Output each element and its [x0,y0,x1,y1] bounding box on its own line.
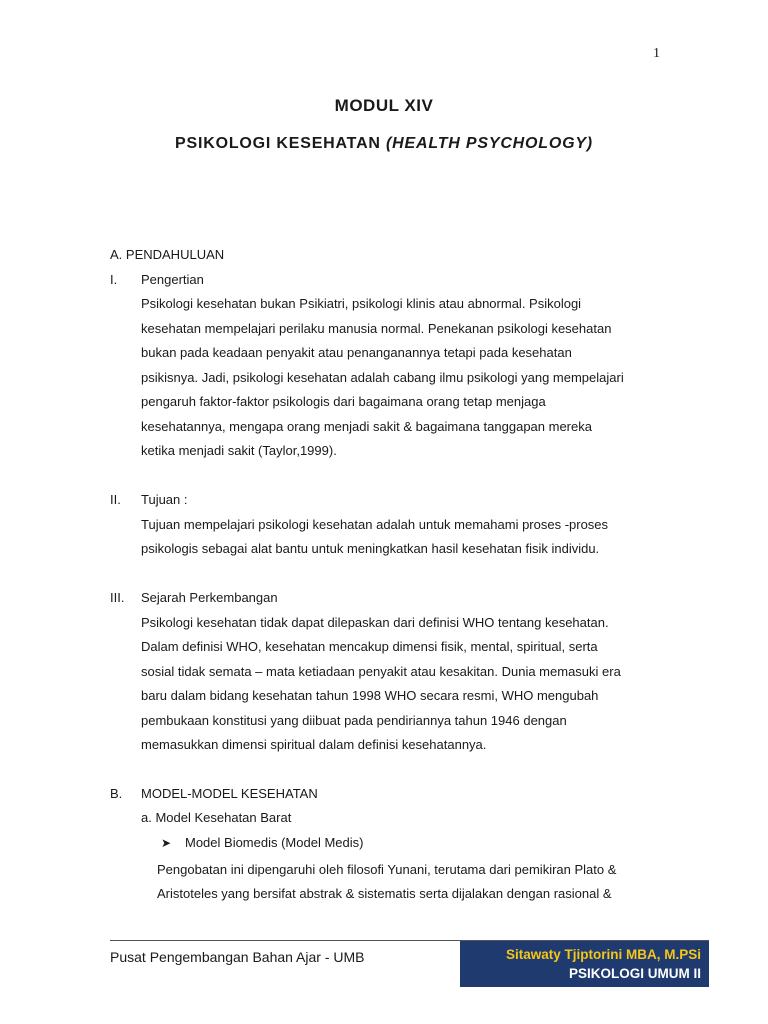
item-1-line: kesehatannya, mengapa orang menjadi sakit & bagaimana tanggapan mereka [141,419,592,434]
subtitle-main: PSIKOLOGI KESEHATAN [175,135,381,152]
footer-author-box [460,941,709,987]
footer-institution: Pusat Pengembangan Bahan Ajar - UMB [110,949,365,965]
item-3-line: memasukkan dimensi spiritual dalam definisi kesehatannya. [141,737,487,752]
module-title: MODUL XIV [334,96,434,115]
item-2-line: psikologis sebagai alat bantu untuk meningkatkan hasil kesehatan fisik individu. [141,541,600,556]
item-3-line: sosial tidak semata – mata ketiadaan penyakit atau kesakitan. Dunia memasuki era [141,664,621,679]
section-b-number: B. [110,786,123,801]
item-2-number: II. [110,492,121,507]
item-1-heading: Pengertian [141,272,204,287]
section-a-heading: A. PENDAHULUAN [110,247,225,262]
item-3-number: III. [110,590,125,605]
bullet-model-biomedis: Model Biomedis (Model Medis) [185,835,364,850]
item-3-line: pembukaan konstitusi yang diibuat pada pendiriannya tahun 1946 dengan [141,713,567,728]
section-b-heading: MODEL-MODEL KESEHATAN [141,786,318,801]
section-b-line: Aristoteles yang bersifat abstrak & sistematis serta dijalakan dengan rasional & [157,886,612,901]
item-3-line: baru dalam bidang kesehatan tahun 1998 WHO secara resmi, WHO mengubah [141,688,599,703]
footer-course: PSIKOLOGI UMUM II [568,966,701,981]
item-1-line: kesehatan mempelajari perilaku manusia normal. Penekanan psikologi kesehatan [141,321,612,336]
item-1-number: I. [110,272,118,287]
section-b-sub-a: a. Model Kesehatan Barat [141,810,292,825]
item-1-line: ketika menjadi sakit (Taylor,1999). [141,443,337,458]
module-subtitle [0,135,768,153]
arrowhead-bullet-icon: ➤ [161,836,172,850]
item-3-heading: Sejarah Perkembangan [141,590,278,605]
page-number: 1 [653,46,660,61]
item-2-heading: Tujuan : [141,492,188,507]
subtitle-english: (HEALTH PSYCHOLOGY) [386,135,593,152]
item-1-line: pengaruh faktor-faktor psikologis dari bagaimana orang tetap menjaga [141,394,546,409]
footer-author: Sitawaty Tjiptorini MBA, M.PSi [505,947,701,962]
item-1-line: Psikologi kesehatan bukan Psikiatri, psikologi klinis atau abnormal. Psikologi [141,296,582,311]
item-2-line: Tujuan mempelajari psikologi kesehatan adalah untuk memahami proses -proses [141,517,609,532]
item-3-line: Psikologi kesehatan tidak dapat dilepaskan dari definisi WHO tentang kesehatan. [141,615,609,630]
section-b-line: Pengobatan ini dipengaruhi oleh filosofi Yunani, terutama dari pemikiran Plato & [157,862,617,877]
item-1-line: bukan pada keadaan penyakit atau penanganannya tetapi pada kesehatan [141,345,572,360]
item-1-line: psikisnya. Jadi, psikologi kesehatan adalah cabang ilmu psikologi yang mempelajari [141,370,624,385]
item-3-line: Dalam definisi WHO, kesehatan mencakup dimensi fisik, mental, spiritual, serta [141,639,598,654]
